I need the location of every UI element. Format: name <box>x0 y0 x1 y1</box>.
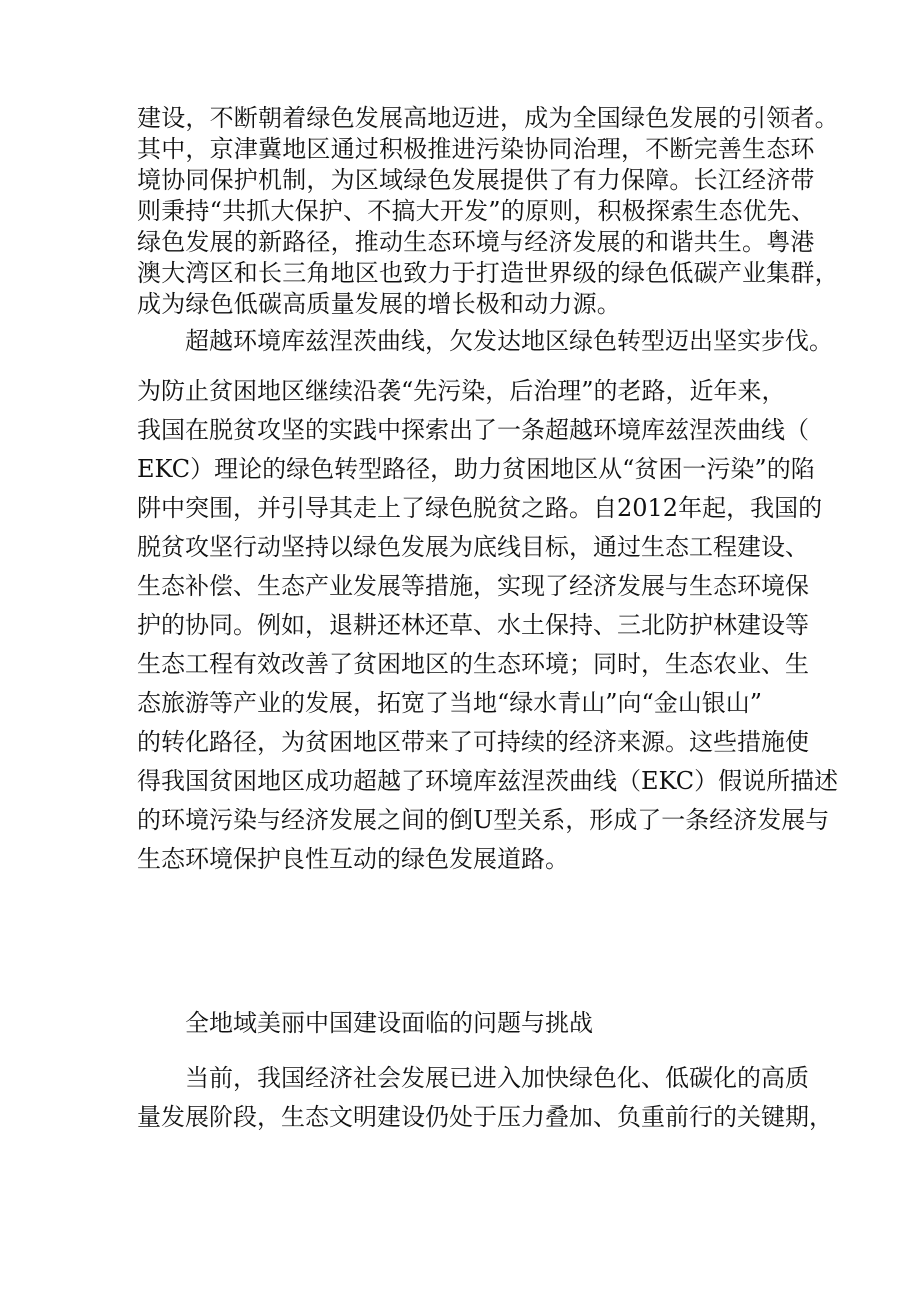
text-line: 当前，我国经济社会发展已进入加快绿色化、低碳化的高质 <box>185 1064 809 1092</box>
text-line: 生态环境保护良性互动的绿色发展道路。 <box>137 845 569 873</box>
text-line: 阱中突围，并引导其走上了绿色脱贫之路。自2012年起，我国的 <box>137 494 823 522</box>
text-line: 护的协同。例如，退耕还林还草、水土保持、三北防护林建设等 <box>137 611 809 639</box>
text-line: 澳大湾区和长三角地区也致力于打造世界级的绿色低碳产业集群， <box>137 259 839 287</box>
text-line: 生态工程有效改善了贫困地区的生态环境；同时，生态农业、生 <box>137 650 809 678</box>
section-heading-ekc <box>137 322 833 361</box>
text-line: EKC）理论的绿色转型路径，助力贫困地区从“贫困一污染”的陷 <box>137 455 815 483</box>
text-line: 的环境污染与经济发展之间的倒U型关系，形成了一条经济发展与 <box>137 806 830 834</box>
text-line: 态旅游等产业的发展，拓宽了当地“绿水青山”向“金山银山” <box>137 689 763 717</box>
section-heading: 超越环境库兹涅茨曲线，欠发达地区绿色转型迈出坚实步伐。 <box>185 327 833 355</box>
text-line: 我国在脱贫攻坚的实践中探索出了一条超越环境库兹涅茨曲线（ <box>137 416 809 444</box>
paragraph-current-stage <box>137 1059 833 1137</box>
text-line: 成为绿色低碳高质量发展的增长极和动力源。 <box>137 290 621 318</box>
text-line: 则秉持“共抓大保护、不搞大开发”的原则，积极探索生态优先、 <box>137 197 816 225</box>
text-line: 的转化路径，为贫困地区带来了可持续的经济来源。这些措施使 <box>137 728 809 756</box>
section-heading: 全地域美丽中国建设面临的问题与挑战 <box>185 1009 593 1037</box>
text-line: 为防止贫困地区继续沿袭“先污染，后治理”的老路，近年来， <box>137 377 786 405</box>
text-line: 得我国贫困地区成功超越了环境库兹涅茨曲线（EKC）假说所描述 <box>137 767 839 795</box>
section-heading-challenges <box>137 1004 797 1043</box>
text-line: 生态补偿、生态产业发展等措施，实现了经济发展与生态环境保 <box>137 572 809 600</box>
text-line: 量发展阶段，生态文明建设仍处于压力叠加、负重前行的关键期， <box>137 1103 833 1131</box>
text-line: 脱贫攻坚行动坚持以绿色发展为底线目标，通过生态工程建设、 <box>137 533 809 561</box>
paragraph-regional-green-development <box>137 103 839 320</box>
text-line: 建设，不断朝着绿色发展高地迈进，成为全国绿色发展的引领者。 <box>137 104 839 132</box>
text-line: 绿色发展的新路径，推动生态环境与经济发展的和谐共生。粤港 <box>137 228 815 256</box>
text-line: 境协同保护机制，为区域绿色发展提供了有力保障。长江经济带 <box>137 166 815 194</box>
paragraph-green-poverty-alleviation <box>137 372 839 879</box>
text-line: 其中，京津冀地区通过积极推进污染协同治理，不断完善生态环 <box>137 135 815 163</box>
